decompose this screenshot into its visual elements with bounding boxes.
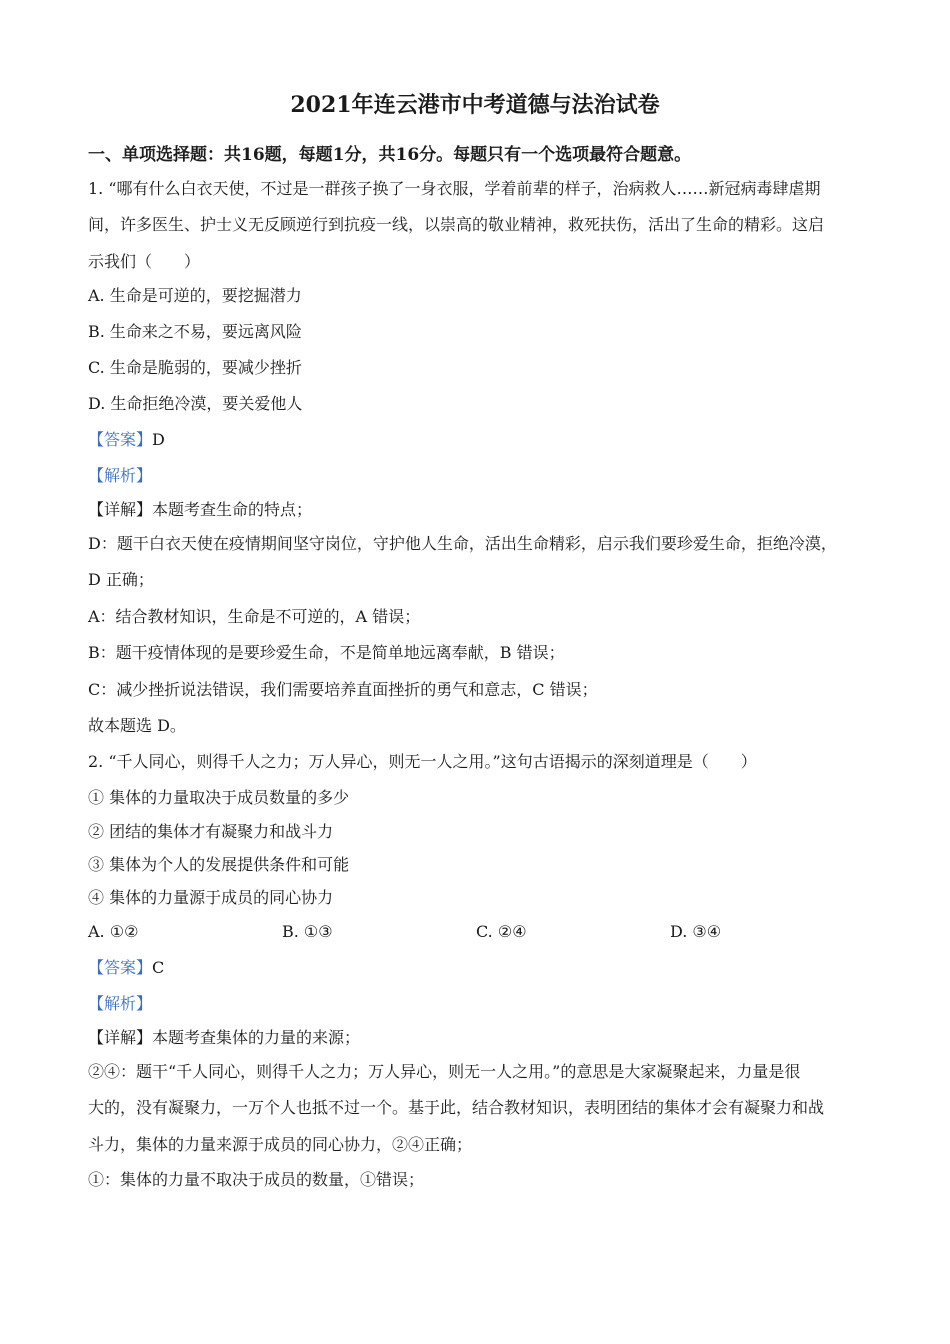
page-title: 2021年连云港市中考道德与法治试卷 — [290, 92, 660, 118]
q2-statement-3: ③ 集体为个人的发展提供条件和可能 — [88, 855, 350, 874]
q1-option-c: C. 生命是脆弱的，要减少挫折 — [88, 358, 302, 377]
q1-explain-c: C：减少挫折说法错误，我们需要培养直面挫折的勇气和意志，C 错误； — [88, 680, 598, 699]
q1-detail: 【详解】本题考查生命的特点； — [88, 500, 313, 519]
q2-explain-line-1: ②④：题干“千人同心，则得千人之力；万人异心，则无一人之用。”的意思是大家凝聚起来，力量是很 — [88, 1062, 801, 1081]
answer-value: C — [152, 958, 165, 977]
q2-statement-4: ④ 集体的力量源于成员的同心协力 — [88, 888, 334, 907]
q1-answer — [88, 430, 165, 450]
q2-statement-2: ② 团结的集体才有凝聚力和战斗力 — [88, 822, 334, 841]
q1-analysis-tag: 【解析】 — [88, 466, 153, 485]
q2-option-c: C. ②④ — [476, 922, 527, 941]
q2-explain-line-3: 斗力，集体的力量来源于成员的同心协力，②④正确； — [88, 1135, 473, 1154]
section-heading: 一、单项选择题：共16题，每题1分，共16分。每题只有一个选项最符合题意。 — [88, 145, 692, 165]
q2-stem: 2. “千人同心，则得千人之力；万人异心，则无一人之用。”这句古语揭示的深刻道理是（ ） — [88, 752, 757, 771]
q1-stem-line-3: 示我们（ ） — [88, 252, 201, 271]
q1-explain-d-line-1: D：题干白衣天使在疫情期间坚守岗位，守护他人生命，活出生命精彩，启示我们要珍爱生命，拒绝冷漠， — [88, 534, 837, 553]
q1-conclusion: 故本题选 D。 — [88, 716, 186, 735]
answer-tag: 【答案】 — [88, 958, 153, 977]
q1-option-a: A. 生命是可逆的，要挖掘潜力 — [88, 286, 302, 305]
q2-detail: 【详解】本题考查集体的力量的来源； — [88, 1028, 361, 1047]
q1-explain-d-line-2: D 正确； — [88, 570, 154, 589]
answer-value: D — [152, 430, 165, 449]
q1-stem-line-1: 1. “哪有什么白衣天使，不过是一群孩子换了一身衣服，学着前辈的样子，治病救人……新冠病毒肆虐期 — [88, 179, 821, 198]
q1-stem-line-2: 间，许多医生、护士义无反顾逆行到抗疫一线，以崇高的敬业精神，救死扶伤，活出了生命的精彩。这启 — [88, 215, 825, 234]
q1-option-d: D. 生命拒绝冷漠，要关爱他人 — [88, 394, 303, 413]
q2-options — [88, 922, 868, 942]
q2-option-b: B. ①③ — [282, 922, 333, 941]
q1-option-b: B. 生命来之不易，要远离风险 — [88, 322, 302, 341]
q2-explain-line-4: ①：集体的力量不取决于成员的数量，①错误； — [88, 1170, 425, 1189]
q2-answer — [88, 958, 164, 978]
q1-explain-b: B：题干疫情体现的是要珍爱生命，不是简单地远离奉献，B 错误； — [88, 643, 565, 662]
q2-option-d: D. ③④ — [670, 922, 722, 941]
q2-analysis-tag: 【解析】 — [88, 994, 153, 1013]
answer-tag: 【答案】 — [88, 430, 153, 449]
q2-option-a: A. ①② — [88, 922, 139, 941]
q2-statement-1: ① 集体的力量取决于成员数量的多少 — [88, 788, 350, 807]
q2-explain-line-2: 大的，没有凝聚力，一万个人也抵不过一个。基于此，结合教材知识，表明团结的集体才会有凝聚力和战 — [88, 1098, 825, 1117]
q1-explain-a: A：结合教材知识，生命是不可逆的，A 错误； — [88, 607, 421, 626]
